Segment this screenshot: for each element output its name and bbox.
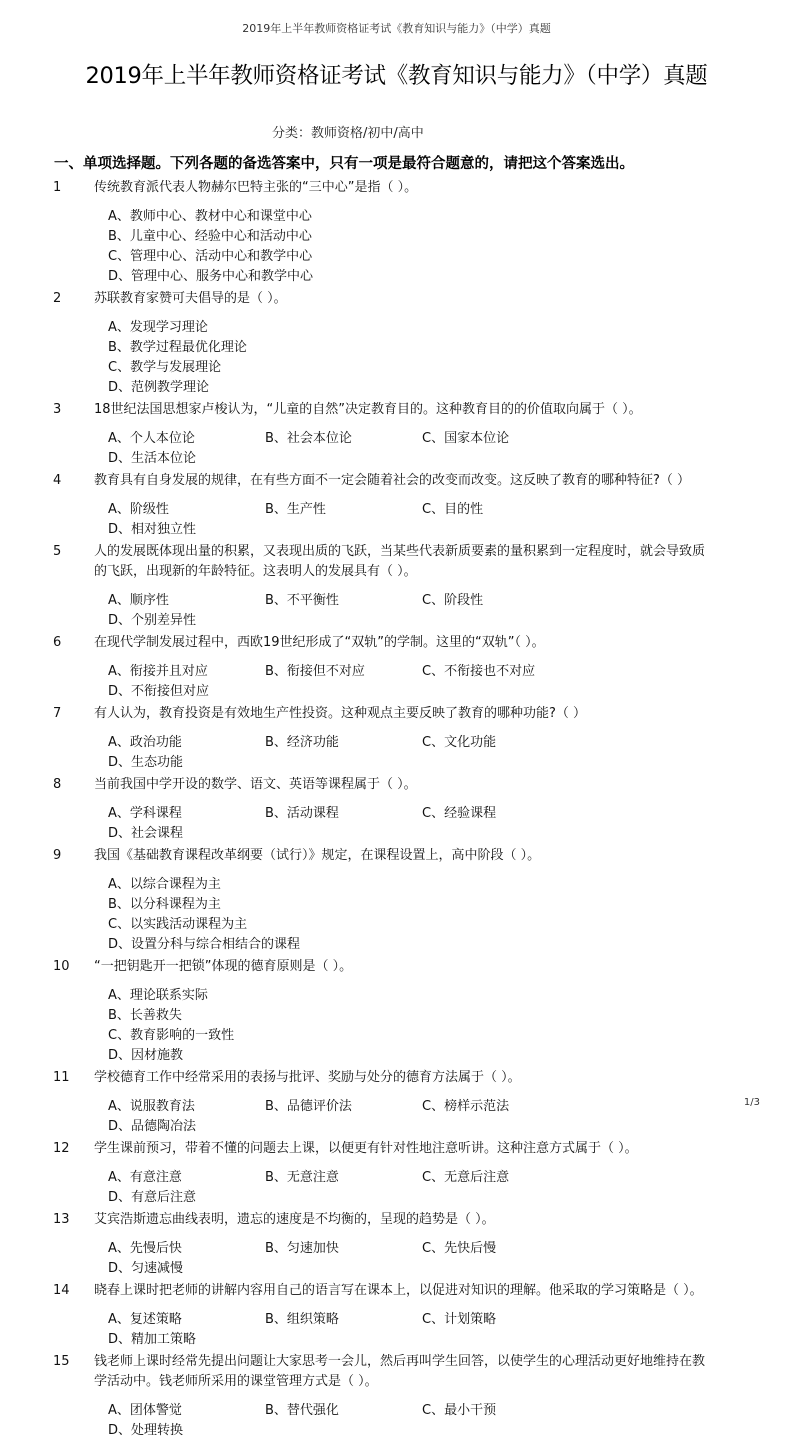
question-text: 有人认为，教育投资是有效地生产性投资。这种观点主要反映了教育的哪种功能?（ ） [94,706,587,721]
answer-options [108,318,728,398]
answer-option: B、不平衡性 [265,593,339,608]
question-text: 艾宾浩斯遗忘曲线表明，遗忘的速度是不均衡的，呈现的趋势是（ ）。 [94,1212,495,1227]
answer-option: D、精加工策略 [108,1332,197,1347]
answer-options [108,429,728,469]
question-number: 9 [53,848,62,863]
answer-options [108,1168,728,1208]
answer-option: D、个别差异性 [108,613,197,628]
running-header: 2019年上半年教师资格证考试《教育知识与能力》（中学）真题 [242,22,551,35]
answer-option: D、社会课程 [108,826,184,841]
answer-option: D、相对独立性 [108,522,197,537]
question-number: 3 [53,402,62,417]
answer-options [108,500,728,540]
answer-option: C、国家本位论 [422,431,510,446]
answer-option: D、有意后注意 [108,1190,197,1205]
answer-option: A、团体警觉 [108,1403,182,1418]
answer-options [108,591,728,631]
answer-option: B、社会本位论 [265,431,352,446]
answer-option: A、个人本位论 [108,431,195,446]
answer-option: A、以综合课程为主 [108,877,221,892]
answer-option: D、处理转换 [108,1423,184,1438]
question-text: 当前我国中学开设的数学、语文、英语等课程属于（ ）。 [94,777,417,792]
question-number: 1 [53,180,62,195]
question-14 [0,1281,793,1350]
question-7 [0,704,793,773]
answer-option: A、学科课程 [108,806,182,821]
answer-option: B、品德评价法 [265,1099,352,1114]
answer-option: C、无意后注意 [422,1170,510,1185]
answer-options [108,986,728,1066]
question-3 [0,400,793,469]
answer-option: D、不衔接但对应 [108,684,210,699]
answer-option: C、最小干预 [422,1403,497,1418]
category-label: 分类：教师资格/初中/高中 [272,126,424,141]
question-text: 晓春上课时把老师的讲解内容用自己的语言写在课本上，以促进对知识的理解。他采取的学习策略是（ ）。 [94,1283,703,1298]
answer-option: D、设置分科与综合相结合的课程 [108,937,301,952]
question-10 [0,957,793,1066]
answer-options [108,207,728,287]
answer-option: B、儿童中心、经验中心和活动中心 [108,229,312,244]
question-text: 我国《基础教育课程改革纲要（试行）》规定，在课程设置上，高中阶段（ ）。 [94,848,541,863]
answer-option: D、生态功能 [108,755,184,770]
answer-option: A、顺序性 [108,593,169,608]
question-text: 钱老师上课时经常先提出问题让大家思考一会儿，然后再叫学生回答，以使学生的心理活动更好地维持在教学活动中。钱老师所采用的课堂管理方式是（ ）。 [94,1354,706,1389]
question-2 [0,289,793,398]
answer-option: C、教学与发展理论 [108,360,222,375]
question-text: 苏联教育家赞可夫倡导的是（ ）。 [94,291,287,306]
answer-option: D、管理中心、服务中心和教学中心 [108,269,314,284]
question-text: 18世纪法国思想家卢梭认为，“儿童的自然”决定教育目的。这种教育目的的价值取向属于（ ）。 [94,402,642,417]
answer-option: C、教育影响的一致性 [108,1028,235,1043]
question-text: “一把钥匙开一把锁”体现的德育原则是（ ）。 [94,959,353,974]
answer-option: C、管理中心、活动中心和教学中心 [108,249,313,264]
answer-option: B、活动课程 [265,806,339,821]
question-list [0,178,793,1443]
answer-option: A、衔接并且对应 [108,664,208,679]
question-text: 传统教育派代表人物赫尔巴特主张的“三中心”是指（ ）。 [94,180,418,195]
question-12 [0,1139,793,1208]
answer-option: D、因材施教 [108,1048,184,1063]
answer-option: A、政治功能 [108,735,182,750]
answer-option: B、生产性 [265,502,326,517]
answer-option: C、先快后慢 [422,1241,497,1256]
question-15 [0,1352,793,1441]
question-4 [0,471,793,540]
question-6 [0,633,793,702]
answer-option: C、以实践活动课程为主 [108,917,248,932]
answer-option: C、榜样示范法 [422,1099,510,1114]
answer-options [108,733,728,773]
answer-option: C、不衔接也不对应 [422,664,536,679]
question-13 [0,1210,793,1279]
answer-option: A、复述策略 [108,1312,182,1327]
question-number: 11 [53,1070,70,1085]
question-1 [0,178,793,287]
question-text: 学校德育工作中经常采用的表扬与批评、奖励与处分的德育方法属于（ ）。 [94,1070,521,1085]
answer-option: A、有意注意 [108,1170,182,1185]
question-number: 4 [53,473,62,488]
answer-option: A、理论联系实际 [108,988,208,1003]
answer-option: C、文化功能 [422,735,497,750]
answer-option: D、范例教学理论 [108,380,210,395]
question-11 [0,1068,793,1137]
answer-option: B、匀速加快 [265,1241,339,1256]
question-number: 2 [53,291,62,306]
answer-option: C、目的性 [422,502,484,517]
answer-options [108,1097,728,1137]
section-heading: 一、单项选择题。下列各题的备选答案中，只有一项是最符合题意的，请把这个答案选出。 [54,156,634,172]
answer-option: A、先慢后快 [108,1241,182,1256]
question-number: 6 [53,635,62,650]
question-number: 15 [53,1354,70,1369]
answer-option: B、长善救失 [108,1008,182,1023]
question-text: 学生课前预习，带着不懂的问题去上课，以便更有针对性地注意听讲。这种注意方式属于（ ）。 [94,1141,638,1156]
answer-option: A、发现学习理论 [108,320,208,335]
answer-option: A、教师中心、教材中心和课堂中心 [108,209,312,224]
answer-options [108,1239,728,1279]
answer-option: B、以分科课程为主 [108,897,221,912]
question-number: 14 [53,1283,70,1298]
question-text: 教育具有自身发展的规律，在有些方面不一定会随着社会的改变而改变。这反映了教育的哪种特征?（ ） [94,473,691,488]
answer-options [108,875,728,955]
answer-option: D、生活本位论 [108,451,197,466]
answer-option: A、说服教育法 [108,1099,195,1114]
question-number: 12 [53,1141,70,1156]
answer-option: D、品德陶冶法 [108,1119,197,1134]
question-text: 人的发展既体现出量的积累，又表现出质的飞跃，当某些代表新质要素的量积累到一定程度时，就会导致质的飞跃，出现新的年龄特征。这表明人的发展具有（ ）。 [94,544,706,579]
answer-options [108,662,728,702]
answer-option: C、计划策略 [422,1312,497,1327]
answer-option: D、匀速减慢 [108,1261,184,1276]
answer-option: B、无意注意 [265,1170,339,1185]
answer-option: B、衔接但不对应 [265,664,365,679]
question-5 [0,542,793,631]
answer-option: A、阶级性 [108,502,169,517]
answer-options [108,1401,728,1441]
answer-option: C、阶段性 [422,593,484,608]
question-number: 10 [53,959,70,974]
answer-option: C、经验课程 [422,806,497,821]
answer-options [108,1310,728,1350]
answer-option: B、教学过程最优化理论 [108,340,247,355]
page-title: 2019年上半年教师资格证考试《教育知识与能力》（中学）真题 [85,63,708,89]
answer-options [108,804,728,844]
question-9 [0,846,793,955]
page-number: 1/3 [743,1097,760,1108]
question-number: 8 [53,777,62,792]
question-number: 13 [53,1212,70,1227]
question-number: 5 [53,544,62,559]
answer-option: B、替代强化 [265,1403,339,1418]
answer-option: B、组织策略 [265,1312,339,1327]
question-8 [0,775,793,844]
answer-option: B、经济功能 [265,735,339,750]
question-number: 7 [53,706,62,721]
question-text: 在现代学制发展过程中，西欧19世纪形成了“双轨”的学制。这里的“双轨”（ ）。 [94,635,545,650]
